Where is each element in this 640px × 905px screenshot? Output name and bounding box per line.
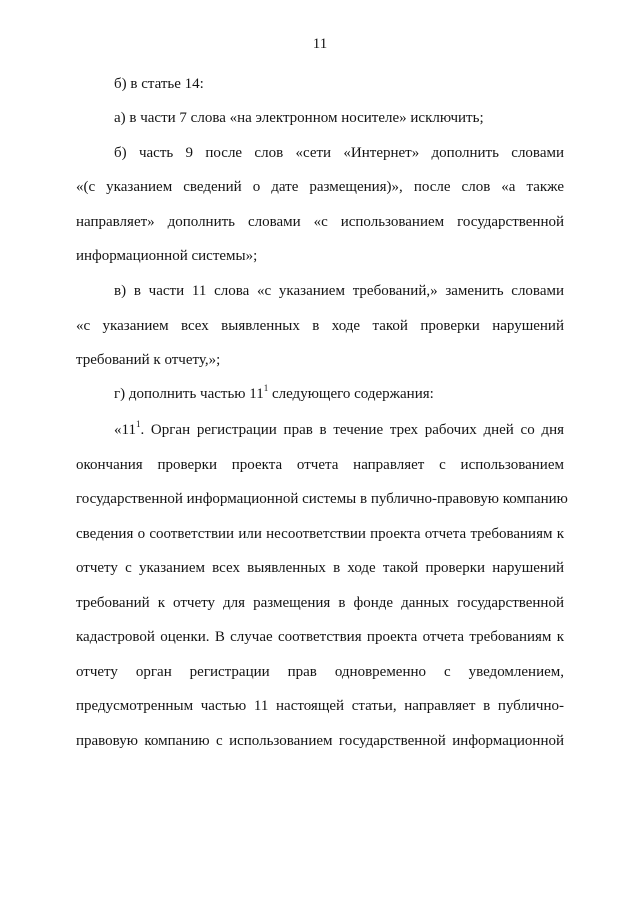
text-line-subitem-b: б) часть 9 после слов «сети «Интернет» дополнить словами bbox=[114, 145, 564, 161]
text-line: требований к отчету для размещения в фонде данных государственной bbox=[76, 595, 564, 611]
superscript: 1 bbox=[263, 383, 269, 393]
text-line: отчету с указанием всех выявленных в ходе такой проверки нарушений bbox=[76, 560, 564, 576]
text-fragment: «11 bbox=[114, 422, 136, 438]
text-line: «(с указанием сведений о дате размещения)», после слов «а также bbox=[76, 179, 564, 195]
text-fragment: следующего содержания: bbox=[268, 386, 434, 402]
text-line: правовую компанию с использованием государственной информационной bbox=[76, 733, 564, 749]
text-line-new-part-start bbox=[114, 420, 564, 440]
text-line-subitem-a: а) в части 7 слова «на электронном носителе» исключить; bbox=[114, 110, 484, 126]
text-line-subitem-v: в) в части 11 слова «с указанием требований,» заменить словами bbox=[114, 283, 564, 299]
text-line: информационной системы»; bbox=[76, 248, 258, 264]
text-line: государственной информационной системы в публично-правовую компанию bbox=[76, 491, 568, 507]
text-line: требований к отчету,»; bbox=[76, 352, 221, 368]
text-line: направляет» дополнить словами «с использованием государственной bbox=[76, 214, 564, 230]
text-line: окончания проверки проекта отчета направляет с использованием bbox=[76, 457, 564, 473]
text-line: предусмотренным частью 11 настоящей статьи, направляет в публично- bbox=[76, 698, 564, 714]
text-line-item-b: б) в статье 14: bbox=[114, 76, 204, 92]
text-line-subitem-g bbox=[114, 384, 564, 404]
text-line: сведения о соответствии или несоответствии проекта отчета требованиям к bbox=[76, 526, 564, 542]
text-fragment: . Орган регистрации прав в течение трех рабочих дней со дня bbox=[140, 422, 564, 438]
superscript: 1 bbox=[135, 419, 141, 429]
page-number: 11 bbox=[312, 36, 328, 52]
text-line: «с указанием всех выявленных в ходе такой проверки нарушений bbox=[76, 318, 564, 334]
text-line: кадастровой оценки. В случае соответствия проекта отчета требованиям к bbox=[76, 629, 564, 645]
text-line: отчету орган регистрации прав одновременно с уведомлением, bbox=[76, 664, 564, 680]
text-fragment: г) дополнить частью 11 bbox=[114, 386, 264, 402]
